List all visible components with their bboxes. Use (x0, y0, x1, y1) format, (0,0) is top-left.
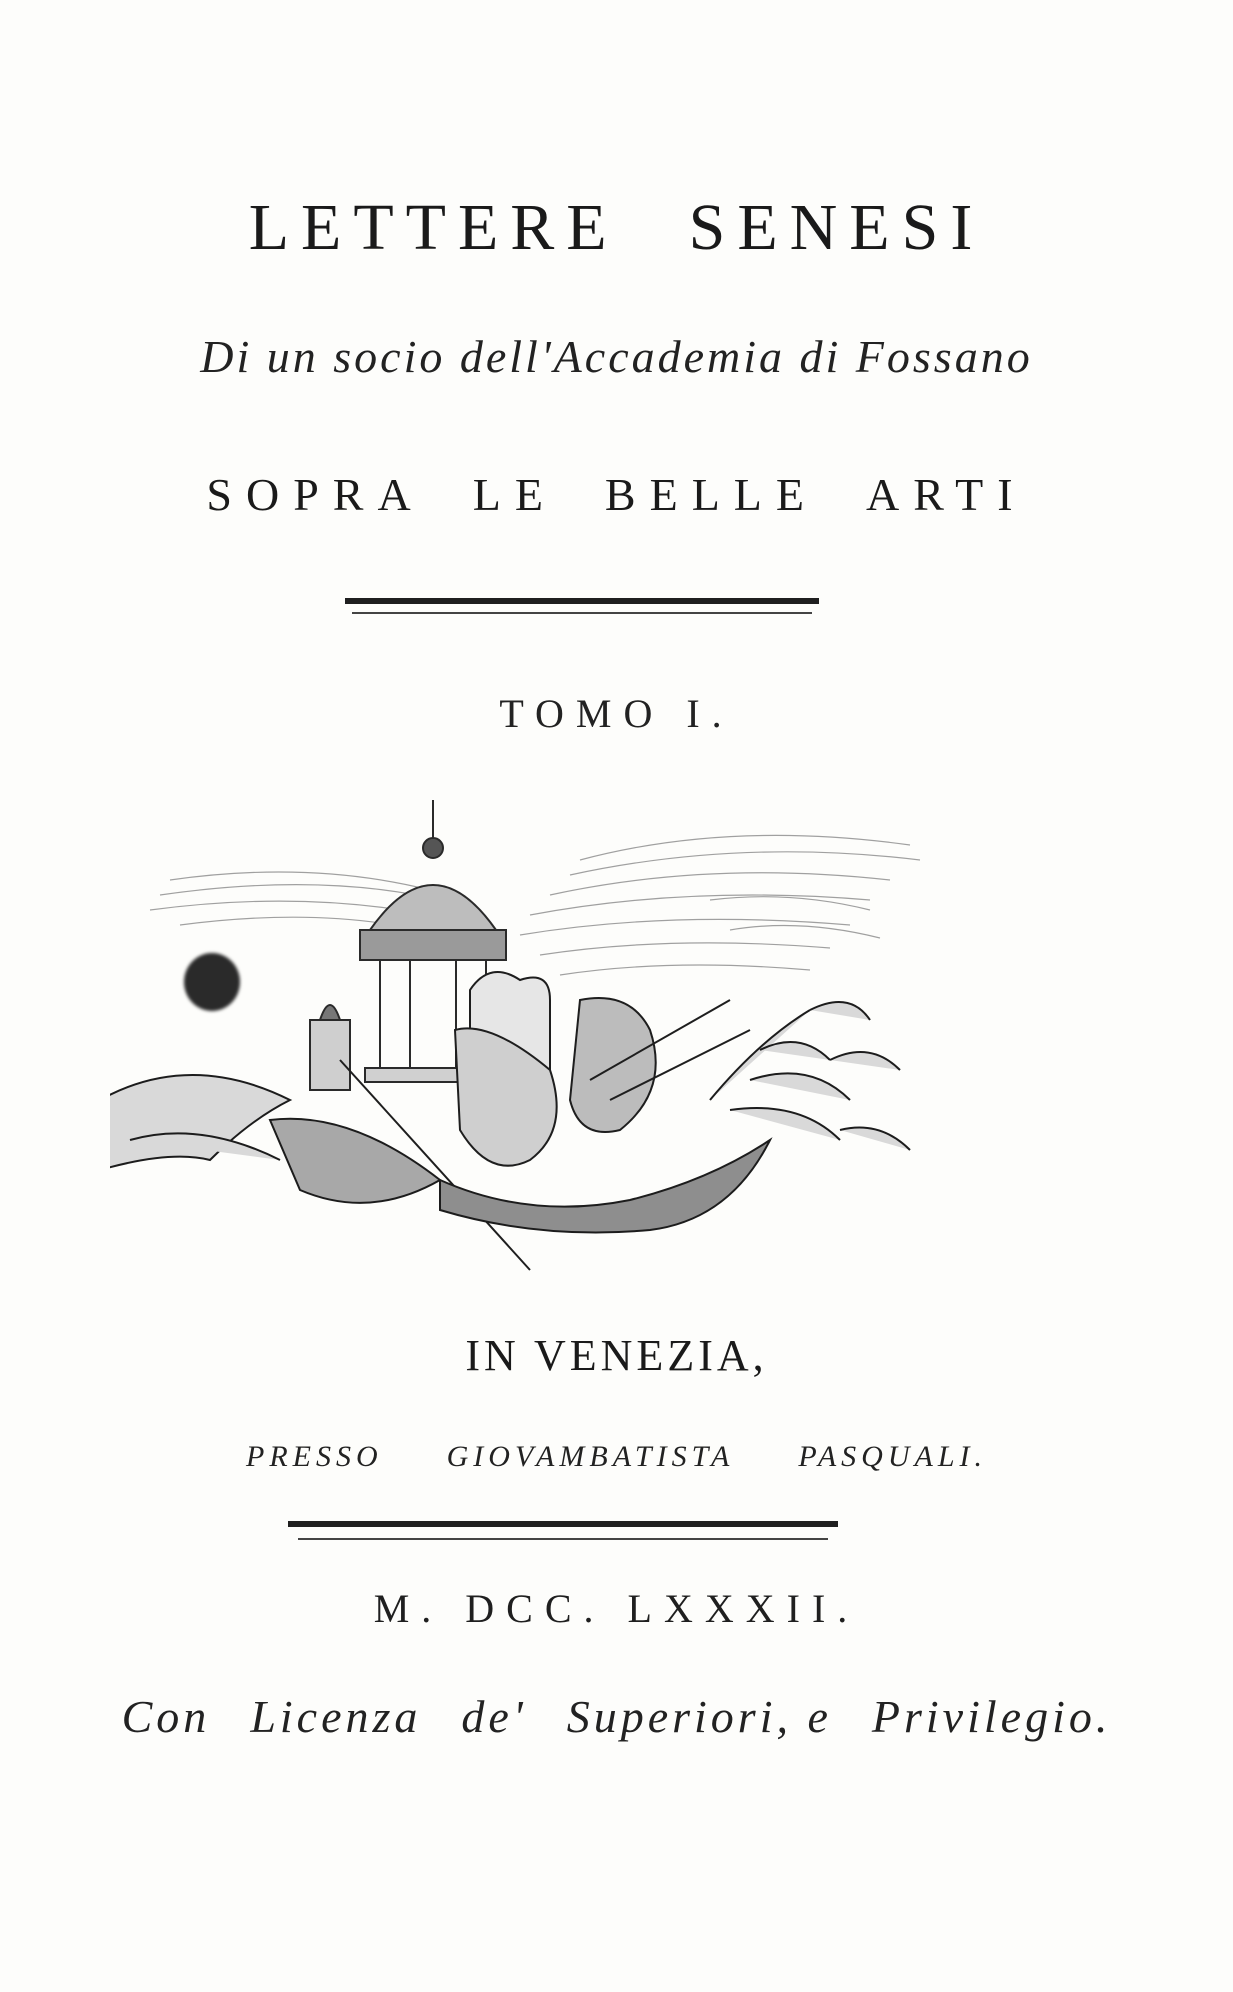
printer-word-2: GIOVAMBATISTA (446, 1440, 735, 1473)
divider-rule-bottom-thin (298, 1538, 828, 1540)
subject-word-1: SOPRA (206, 469, 425, 520)
license-word-5: Privilegio. (871, 1691, 1112, 1742)
book-subtitle: Di un socio dell'Accademia di Fossano (200, 331, 1033, 382)
book-title (0, 190, 1233, 266)
engraved-vignette (110, 800, 1040, 1280)
subject-word-4: ARTI (866, 469, 1027, 520)
divider-rule-top-thick (345, 598, 819, 604)
divider-rule-top-thin (352, 612, 812, 614)
imprint-place: IN VENEZIA, (465, 1331, 768, 1380)
imprint-year: M. DCC. LXXXII. (373, 1586, 860, 1631)
license-statement (0, 1690, 1233, 1743)
license-word-2: Licenza (250, 1691, 422, 1742)
subject-word-2: LE (472, 469, 557, 520)
license-word-4: Superiori, e (566, 1691, 832, 1742)
book-title-word-1: LETTERE (248, 191, 619, 264)
divider-rule-bottom-thick (288, 1521, 838, 1527)
book-title-word-2: SENESI (688, 191, 985, 264)
printer-word-3: PASQUALI. (798, 1440, 987, 1473)
license-word-1: Con (121, 1691, 211, 1742)
imprint-printer (0, 1440, 1233, 1474)
printer-word-1: PRESSO (246, 1440, 383, 1473)
subject-word-3: BELLE (604, 469, 818, 520)
book-subject (0, 468, 1233, 521)
sky-hatching (150, 835, 920, 975)
license-word-3: de' (461, 1691, 527, 1742)
volume-number: TOMO I. (499, 691, 734, 736)
